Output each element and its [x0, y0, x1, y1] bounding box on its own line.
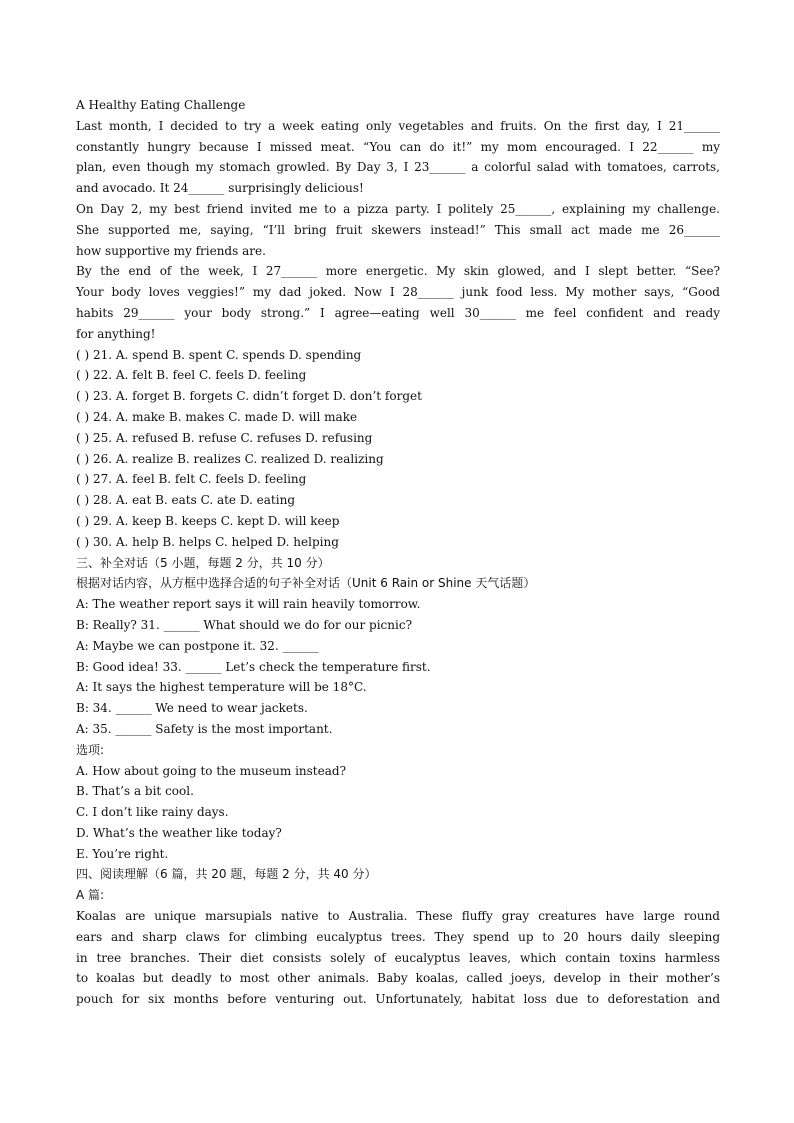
dialogue-line: B: 34. ______ We need to wear jackets.	[76, 701, 308, 716]
reading-line: ears and sharp claws for climbing eucalyptus trees. They spend up to 20 hours daily sleeping	[76, 929, 720, 944]
passage-line: for anything!	[76, 326, 156, 341]
choice-item: ( ) 24. A. make B. makes C. made D. will make	[76, 409, 358, 424]
reading-line: pouch for six months before venturing out. Unfortunately, habitat loss due to deforestation and	[76, 992, 720, 1007]
dialogue-line: A: It says the highest temperature will be 18°C.	[76, 680, 367, 695]
passage-line: Last month, I decided to try a week eating only vegetables and fruits. On the first day, I 21______	[76, 118, 720, 133]
dialogue-line: B: Really? 31. ______ What should we do for our picnic?	[76, 617, 412, 632]
passage-line: how supportive my friends are.	[76, 243, 266, 258]
reading-line: to koalas but deadly to most other animals. Baby koalas, called joeys, develop in their mother’s	[76, 971, 720, 986]
option-item: B. That’s a bit cool.	[76, 784, 194, 799]
choice-item: ( ) 22. A. felt B. feel C. feels D. feeling	[76, 368, 307, 383]
choice-item: ( ) 25. A. refused B. refuse C. refuses D. refusing	[76, 430, 373, 445]
passage-line: Your body loves veggies!” my dad joked. Now I 28______ junk food less. My mother says, “Good	[76, 285, 720, 300]
section-heading: 三、补全对话（5 小题，每题 2 分，共 10 分）	[76, 555, 330, 570]
passage-title: A Healthy Eating Challenge	[76, 98, 246, 112]
choice-item: ( ) 29. A. keep B. keeps C. kept D. will keep	[76, 513, 340, 528]
choice-item: ( ) 26. A. realize B. realizes C. realized D. realizing	[76, 451, 384, 466]
choice-item: ( ) 28. A. eat B. eats C. ate D. eating	[76, 493, 295, 508]
option-item: C. I don’t like rainy days.	[76, 805, 229, 820]
section-instruction: 根据对话内容，从方框中选择合适的句子补全对话（Unit 6 Rain or Shine 天气话题）	[76, 576, 536, 591]
passage-line: and avocado. It 24______ surprisingly delicious!	[76, 181, 364, 196]
passage-line: On Day 2, my best friend invited me to a pizza party. I politely 25______, explaining my challenge.	[76, 201, 720, 216]
option-item: E. You’re right.	[76, 846, 169, 861]
passage-line: plan, even though my stomach growled. By Day 3, I 23______ a colorful salad with tomatoes, carrots,	[76, 160, 720, 175]
passage-body	[76, 116, 720, 345]
part-label: A 篇:	[76, 888, 105, 903]
section-heading: 四、阅读理解（6 篇，共 20 题，每题 2 分，共 40 分）	[76, 867, 377, 882]
passage-line: habits 29______ your body strong.” I agree—eating well 30______ me feel confident and ready	[76, 305, 720, 320]
passage-line: By the end of the week, I 27______ more energetic. My skin glowed, and I slept better. “See?	[76, 264, 720, 279]
choice-list	[76, 345, 720, 553]
dialogue-line: A: 35. ______ Safety is the most important.	[76, 721, 333, 736]
choice-item: ( ) 23. A. forget B. forgets C. didn’t forget D. don’t forget	[76, 389, 422, 404]
dialogue-line: A: The weather report says it will rain heavily tomorrow.	[76, 597, 421, 612]
choice-item: ( ) 21. A. spend B. spent C. spends D. spending	[76, 347, 362, 362]
option-list	[76, 761, 720, 865]
reading-passage	[76, 906, 720, 1010]
reading-line: in tree branches. Their diet consists solely of eucalyptus leaves, which contain toxins harmless	[76, 950, 720, 965]
options-label: 选项:	[76, 742, 105, 757]
document-page	[76, 95, 720, 1010]
choice-item: ( ) 27. A. feel B. felt C. feels D. feeling	[76, 472, 307, 487]
option-item: A. How about going to the museum instead?	[76, 763, 346, 778]
option-item: D. What’s the weather like today?	[76, 825, 282, 840]
dialogue-line: A: Maybe we can postpone it. 32. ______	[76, 638, 319, 653]
passage-line: She supported me, saying, “I’ll bring fruit skewers instead!” This small act made me 26______	[76, 222, 720, 237]
choice-item: ( ) 30. A. help B. helps C. helped D. helping	[76, 534, 339, 549]
passage-line: constantly hungry because I missed meat. “You can do it!” my mom encouraged. I 22______ my	[76, 139, 720, 154]
reading-line: Koalas are unique marsupials native to Australia. These fluffy gray creatures have large round	[76, 909, 720, 924]
dialogue-line: B: Good idea! 33. ______ Let’s check the temperature first.	[76, 659, 431, 674]
dialogue	[76, 594, 720, 740]
